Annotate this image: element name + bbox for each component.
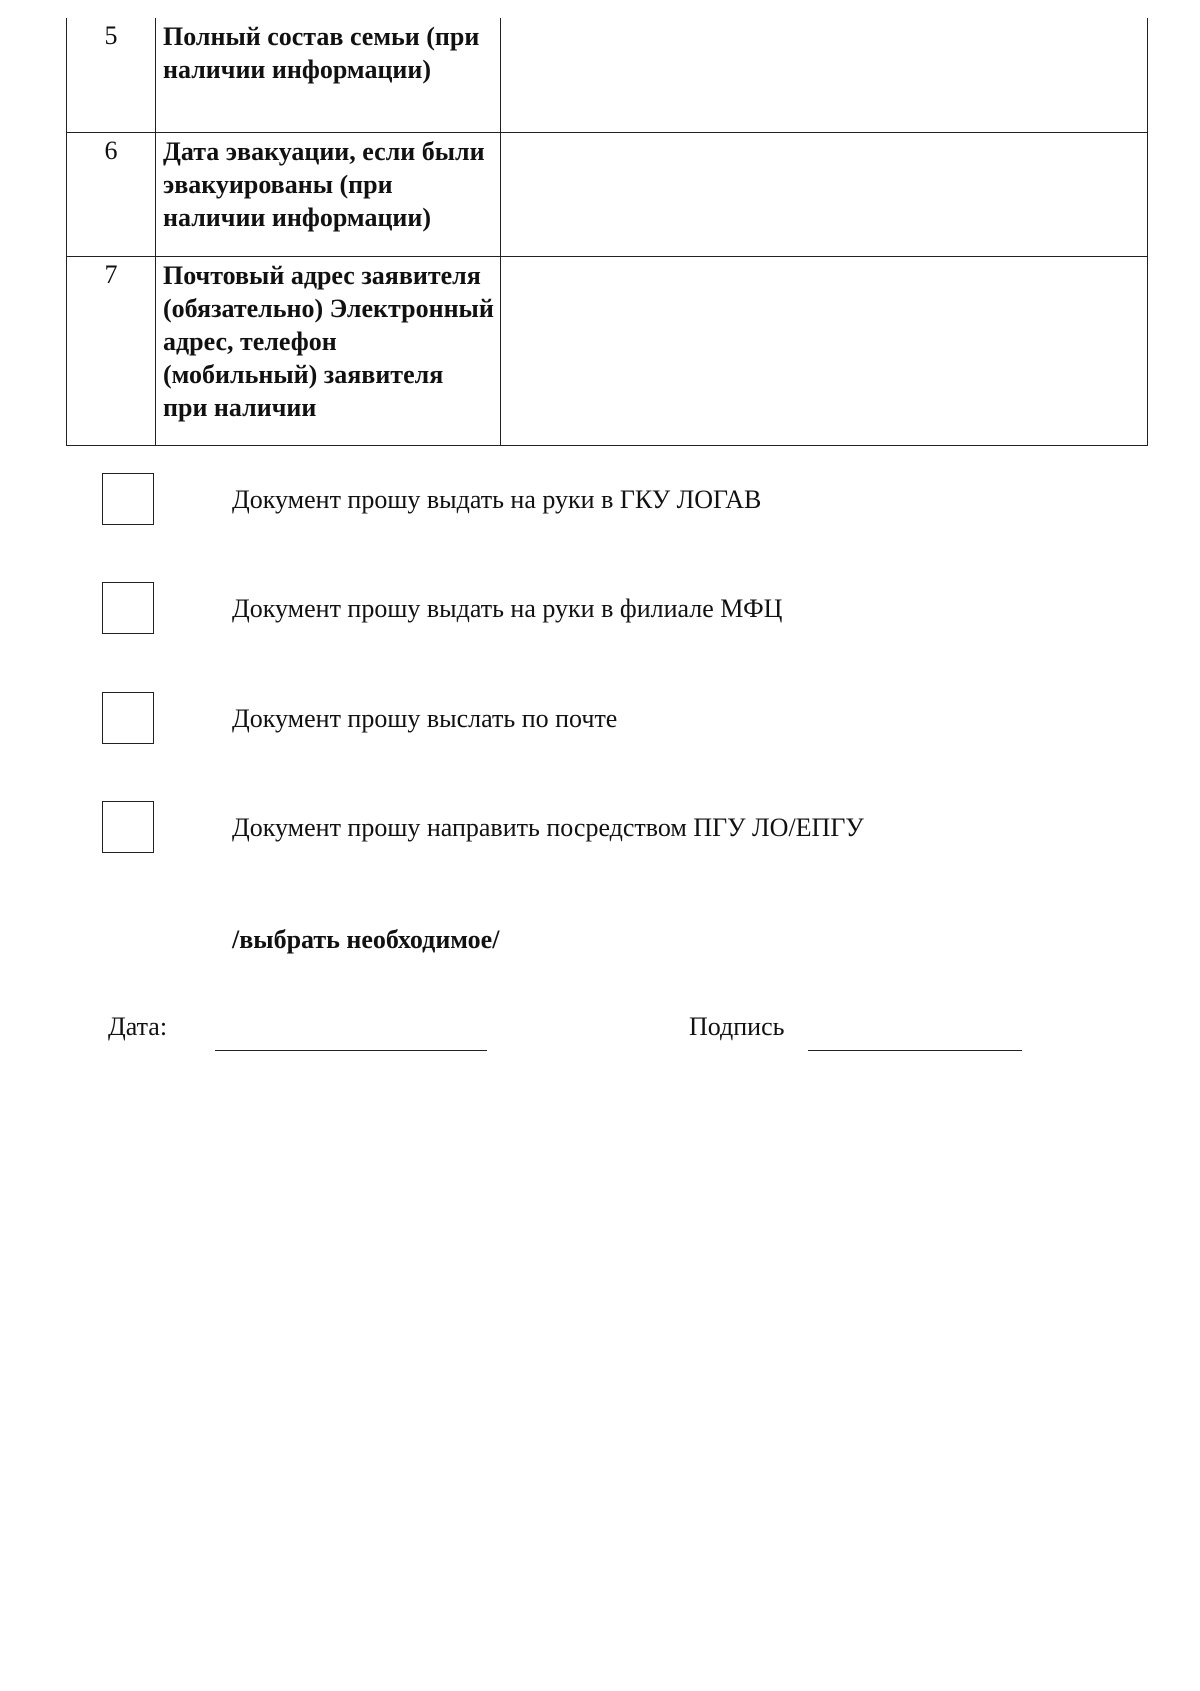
row-number: 5 (67, 18, 156, 133)
choose-note: /выбрать необходимое/ (232, 925, 500, 954)
delivery-option-label: Документ прошу выдать на руки в филиале МФЦ (232, 594, 783, 623)
family-composition-field[interactable] (501, 18, 1148, 133)
evacuation-date-field[interactable] (501, 133, 1148, 257)
row-number: 7 (67, 257, 156, 446)
delivery-option-label: Документ прошу направить посредством ПГУ ЛО/ЕПГУ (232, 813, 864, 842)
delivery-option-logav (102, 473, 1102, 529)
signature-label: Подпись (689, 1012, 785, 1041)
delivery-option-label: Документ прошу выдать на руки в ГКУ ЛОГАВ (232, 485, 762, 514)
row-number: 6 (67, 133, 156, 257)
date-input-line[interactable] (215, 1050, 487, 1051)
row-label: Почтовый адрес заявителя (обязательно) Электронный адрес, телефон (мобильный) заявителя при наличии (156, 257, 501, 446)
application-form-table (66, 18, 1148, 446)
table-row (67, 18, 1148, 133)
row-label: Полный состав семьи (при наличии информации) (156, 18, 501, 133)
signature-input-line[interactable] (808, 1050, 1022, 1051)
row-label: Дата эвакуации, если были эвакуированы (при наличии информации) (156, 133, 501, 257)
delivery-option-mfc (102, 582, 1102, 638)
table-row (67, 133, 1148, 257)
date-label: Дата: (108, 1012, 168, 1041)
delivery-option-portal (102, 801, 1102, 857)
delivery-option-post (102, 692, 1102, 748)
delivery-option-checkbox[interactable] (102, 692, 154, 744)
delivery-option-checkbox[interactable] (102, 582, 154, 634)
delivery-option-label: Документ прошу выслать по почте (232, 704, 618, 733)
contact-address-field[interactable] (501, 257, 1148, 446)
table-row (67, 257, 1148, 446)
delivery-option-checkbox[interactable] (102, 473, 154, 525)
delivery-option-checkbox[interactable] (102, 801, 154, 853)
